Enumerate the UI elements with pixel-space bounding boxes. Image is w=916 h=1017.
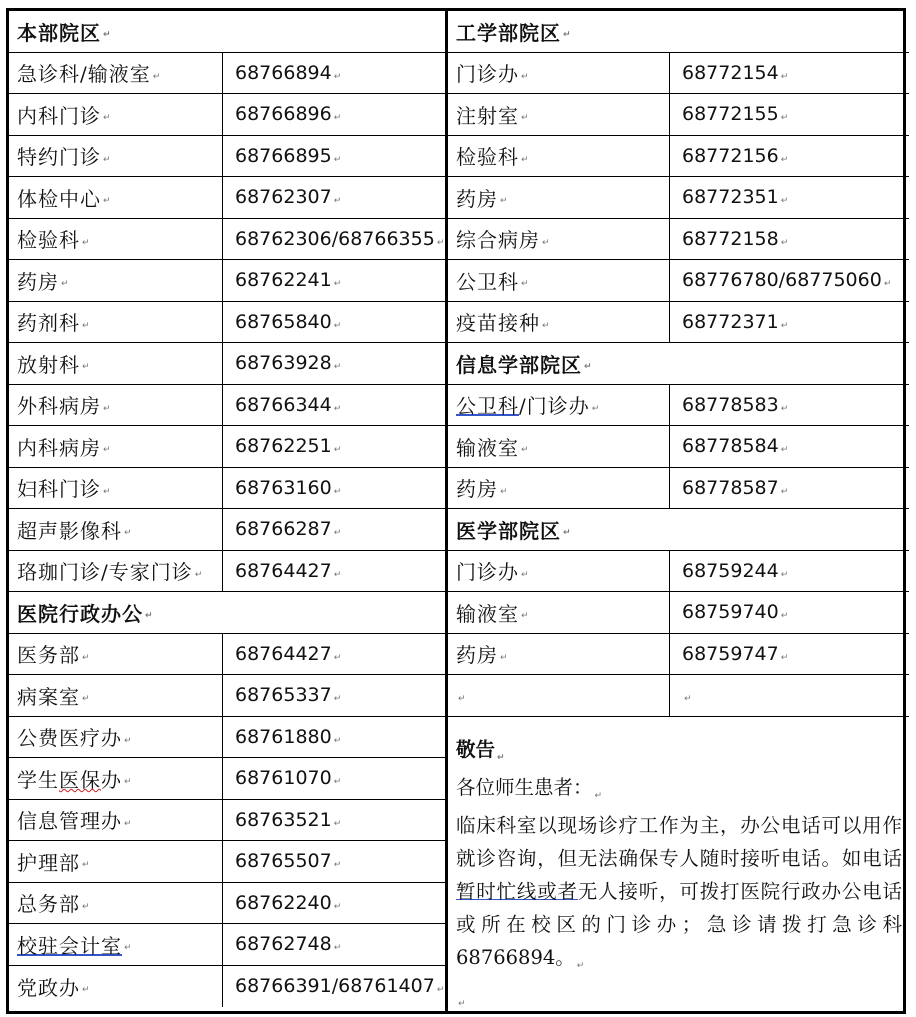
phone-number: 68778584 <box>682 435 779 458</box>
phone-number: 68772371 <box>682 310 779 333</box>
phone-number: 68766895 <box>235 144 332 167</box>
phone-number: 68766894 <box>235 61 332 84</box>
table-row: 公卫科/门诊办 ↵ 68778583 ↵ <box>448 385 909 427</box>
table-row: 急诊科/输液室 ↵ 68766894 ↵ <box>9 53 445 95</box>
table-row: 特约门诊 ↵ 68766895 ↵ <box>9 136 445 178</box>
section-header-engineering: 工学部院区 ↵ <box>448 11 909 53</box>
dept-name: 疫苗接种 <box>456 311 540 336</box>
phone-number: 68759740 <box>682 601 779 624</box>
phone-number: 68765337 <box>235 684 332 707</box>
dept-name: 综合病房 <box>456 228 540 253</box>
dept-name: 药房 <box>456 643 498 668</box>
table-row: 公费医疗办 ↵ 68761880 ↵ <box>9 717 445 759</box>
section-title: 本部院区 <box>17 20 101 45</box>
table-row: 药剂科 ↵ 68765840 ↵ <box>9 302 445 344</box>
section-title: 医院行政办公 <box>17 601 143 626</box>
table-row: 公卫科 ↵ 68776780/68775060 ↵ <box>448 260 909 302</box>
dept-name: 学生医保办 <box>17 767 122 792</box>
phone-number: 68762306/68766355 <box>235 227 435 250</box>
notice-greeting: 各位师生患者： <box>456 776 593 799</box>
table-row: 放射科 ↵ 68763928 ↵ <box>9 343 445 385</box>
phone-number: 68762748 <box>235 933 332 956</box>
dept-name: 总务部 <box>17 892 80 917</box>
dept-name: 内科病房 <box>17 435 101 460</box>
table-row: 学生医保办 ↵ 68761070 ↵ <box>9 758 445 800</box>
dept-name: 药剂科 <box>17 311 80 336</box>
table-row: 外科病房 ↵ 68766344 ↵ <box>9 385 445 427</box>
table-row: 妇科门诊 ↵ 68763160 ↵ <box>9 468 445 510</box>
phone-number: 68762241 <box>235 269 332 292</box>
table-row: 综合病房 ↵ 68772158 ↵ <box>448 219 909 261</box>
spellcheck-flag: 医保 <box>59 767 101 792</box>
notice-body: 临床科室以现场诊疗工作为主，办公电话可以用作就诊咨询，但无法确保专人随时接听电话。如电话暂时忙线或者无人接听，可拨打医院行政办公电话或所在校区的门诊办；急诊请拨打急诊科 68766894。 $_↵$ <box>456 814 902 971</box>
dept-name: 内科门诊 <box>17 103 101 128</box>
phone-number: 68772154 <box>682 61 779 84</box>
table-row: 党政办 ↵ 68766391/68761407 ↵ <box>9 966 445 1008</box>
dept-name: 党政办 <box>17 975 80 1000</box>
section-header-medical: 医学部院区 ↵ <box>448 509 909 551</box>
phone-number: 68765840 <box>235 310 332 333</box>
dept-name: 病案室 <box>17 684 80 709</box>
section-header-main-campus <box>9 11 445 53</box>
phone-number: 68763928 <box>235 352 332 375</box>
dept-name: 检验科 <box>17 228 80 253</box>
dept-name: 校驻会计室 <box>17 933 122 958</box>
section-title: 医学部院区 <box>456 518 561 543</box>
dept-name: 门诊办 <box>456 560 519 585</box>
table-row: 注射室 ↵ 68772155 ↵ <box>448 94 909 136</box>
table-row: 药房 ↵ 68772351 ↵ <box>448 177 909 219</box>
phone-number: 68761070 <box>235 767 332 790</box>
dept-name: 珞珈门诊/专家门诊 <box>17 560 193 585</box>
dept-name: 超声影像科 <box>17 518 122 543</box>
table-row: 珞珈门诊/专家门诊 ↵ 68764427 ↵ <box>9 551 445 593</box>
dept-name: 输液室 <box>456 601 519 626</box>
table-row: 药房 ↵ 68762241 ↵ <box>9 260 445 302</box>
table-row: 疫苗接种 ↵ 68772371 ↵ <box>448 302 909 344</box>
phone-number: 68759244 <box>682 559 779 582</box>
notice-block: 敬告 $_↵$ 各位师生患者： $_↵$ 临床科室以现场诊疗工作为主，办公电话可以用作就诊咨询，但无法确保专人随时接听电话。如电话暂时忙线或者无人接听，可拨打医院行政办公电话或所在校区的门诊办；急诊请拨打急诊科 68766894。 $_↵$ $_↵$ <box>456 738 902 1009</box>
table-row: 药房 ↵ 68759747 ↵ <box>448 634 909 676</box>
notice-title: 敬告 <box>456 738 496 761</box>
table-row: 门诊办 ↵ 68759244 ↵ <box>448 551 909 593</box>
dept-name: 输液室 <box>456 435 519 460</box>
phone-number: 68776780/68775060 <box>682 269 882 292</box>
dept-name: 药房 <box>456 186 498 211</box>
phone-directory-table <box>6 8 906 1014</box>
phone-number: 68766391/68761407 <box>235 975 435 998</box>
dept-name: 护理部 <box>17 850 80 875</box>
dept-name: 公费医疗办 <box>17 726 122 751</box>
dept-name: 特约门诊 <box>17 145 101 170</box>
table-row: 内科门诊 ↵ 68766896 ↵ <box>9 94 445 136</box>
table-row: 输液室 ↵ 68759740 ↵ <box>448 592 909 634</box>
dept-name: 公卫科/门诊办 <box>456 394 590 419</box>
phone-number: 68762307 <box>235 186 332 209</box>
dept-name: 药房 <box>456 477 498 502</box>
phone-number: 68764427 <box>235 642 332 665</box>
phone-number: 68778583 <box>682 393 779 416</box>
phone-number: 68761880 <box>235 725 332 748</box>
dept-name: 医务部 <box>17 643 80 668</box>
dept-name: 药房 <box>17 269 59 294</box>
section-title: 工学部院区 <box>456 20 561 45</box>
phone-number: 68766344 <box>235 393 332 416</box>
phone-number: 68759747 <box>682 642 779 665</box>
table-row: 药房 ↵ 68778587 ↵ <box>448 468 909 510</box>
dept-name: 注射室 <box>456 103 519 128</box>
table-row: 检验科 ↵ 68762306/68766355 ↵ <box>9 219 445 261</box>
table-row: 超声影像科 ↵ 68766287 ↵ <box>9 509 445 551</box>
table-row: 门诊办 ↵ 68772154 ↵ <box>448 53 909 95</box>
dept-name: 信息管理办 <box>17 809 122 834</box>
dept-name: 门诊办 <box>456 62 519 87</box>
table-row: 校驻会计室 ↵ 68762748 ↵ <box>9 924 445 966</box>
phone-number: 68762251 <box>235 435 332 458</box>
dept-name: 公卫科 <box>456 269 519 294</box>
phone-number: 68763160 <box>235 476 332 499</box>
dept-name: 外科病房 <box>17 394 101 419</box>
dept-name: 检验科 <box>456 145 519 170</box>
phone-number: 68763521 <box>235 808 332 831</box>
empty-row: ↵ ↵ <box>448 675 909 717</box>
dept-name: 妇科门诊 <box>17 477 101 502</box>
table-row: 输液室 ↵ 68778584 ↵ <box>448 426 909 468</box>
section-header-admin: 医院行政办公 ↵ <box>9 592 445 634</box>
dept-name: 放射科 <box>17 352 80 377</box>
phone-number: 68772156 <box>682 144 779 167</box>
phone-number: 68764427 <box>235 559 332 582</box>
phone-number: 68766287 <box>235 518 332 541</box>
phone-number: 68772155 <box>682 103 779 126</box>
table-row: 病案室 ↵ 68765337 ↵ <box>9 675 445 717</box>
phone-number: 68762240 <box>235 891 332 914</box>
phone-number: 68778587 <box>682 476 779 499</box>
section-header-info: 信息学部院区 ↵ <box>448 343 909 385</box>
table-row: 体检中心 ↵ 68762307 ↵ <box>9 177 445 219</box>
dept-name: 体检中心 <box>17 186 101 211</box>
paragraph-mark: ↵ <box>103 30 112 41</box>
dept-name: 急诊科/输液室 <box>17 62 151 87</box>
table-row: 内科病房 ↵ 68762251 ↵ <box>9 426 445 468</box>
table-row: 护理部 ↵ 68765507 ↵ <box>9 841 445 883</box>
table-row: 检验科 ↵ 68772156 ↵ <box>448 136 909 178</box>
table-row: 医务部 ↵ 68764427 ↵ <box>9 634 445 676</box>
section-title: 信息学部院区 <box>456 352 582 377</box>
phone-number: 68765507 <box>235 850 332 873</box>
phone-number: 68772158 <box>682 227 779 250</box>
table-row: 总务部 ↵ 68762240 ↵ <box>9 883 445 925</box>
phone-number: 68766896 <box>235 103 332 126</box>
phone-number: 68772351 <box>682 186 779 209</box>
table-row: 信息管理办 ↵ 68763521 ↵ <box>9 800 445 842</box>
